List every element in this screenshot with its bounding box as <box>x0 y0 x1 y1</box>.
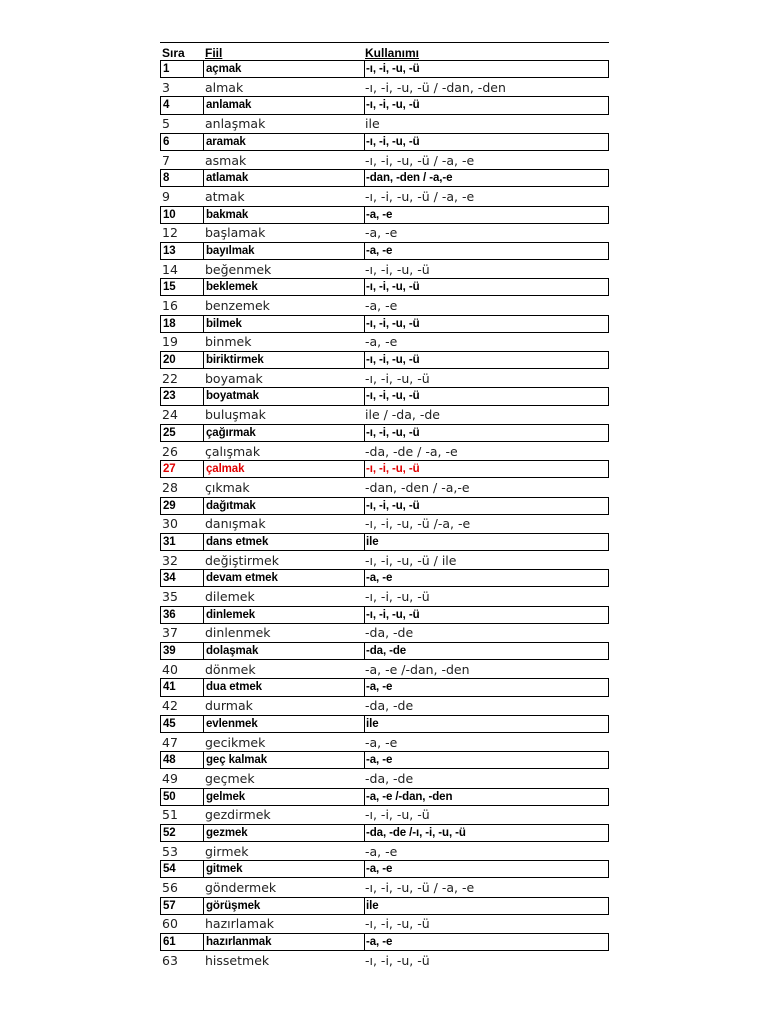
verb-cell: geç kalmak <box>203 752 361 768</box>
verb-cell: dağıtmak <box>203 498 361 514</box>
usage-cell: -ı, -i, -u, -ü / ile <box>365 552 457 568</box>
row-number: 3 <box>162 79 170 95</box>
row-number: 54 <box>163 863 176 876</box>
table-row <box>160 351 609 369</box>
usage-cell: -a, -e <box>364 934 606 950</box>
row-number: 41 <box>163 681 176 694</box>
row-number: 29 <box>163 499 176 512</box>
verb-cell: binmek <box>205 334 252 350</box>
table-row <box>160 406 609 424</box>
row-number: 32 <box>162 552 178 568</box>
usage-cell: -a, -e <box>364 752 606 768</box>
table-row <box>160 806 609 824</box>
row-number: 25 <box>163 426 176 439</box>
column-header-fiil: Fiil <box>205 46 223 60</box>
row-number: 8 <box>163 172 170 185</box>
verb-cell: gecikmek <box>205 734 266 750</box>
table-row <box>160 151 609 169</box>
header-rule <box>160 42 609 43</box>
verb-cell: açmak <box>203 61 361 77</box>
verb-cell: dönmek <box>205 661 256 677</box>
usage-cell: -a, -e <box>364 243 606 259</box>
verb-cell: bilmek <box>203 316 361 332</box>
verb-cell: anlamak <box>203 97 361 113</box>
row-number: 42 <box>162 698 178 714</box>
table-row <box>160 115 609 133</box>
verb-cell: danışmak <box>205 516 266 532</box>
table-row <box>160 369 609 387</box>
verb-cell: dolaşmak <box>203 643 361 659</box>
verb-cell: buluşmak <box>205 407 266 423</box>
row-number: 13 <box>163 244 176 257</box>
usage-cell: -a, -e <box>365 225 398 241</box>
usage-cell: -ı, -i, -u, -ü <box>364 61 606 77</box>
usage-cell: -ı, -i, -u, -ü <box>364 388 606 404</box>
row-number: 4 <box>163 99 170 112</box>
table-row <box>160 897 609 915</box>
usage-cell: -a, -e <box>364 861 606 877</box>
verb-cell: dua etmek <box>203 679 361 695</box>
table-row <box>160 133 609 151</box>
row-number: 60 <box>162 916 178 932</box>
row-number: 63 <box>162 952 178 968</box>
usage-cell: -ı, -i, -u, -ü <box>365 370 430 386</box>
table-row <box>160 78 609 96</box>
usage-cell: -da, -de <box>365 770 414 786</box>
usage-cell: ile <box>364 898 606 914</box>
row-number: 37 <box>162 625 178 641</box>
row-number: 10 <box>163 208 176 221</box>
table-row <box>160 606 609 624</box>
usage-cell: -dan, -den / -a,-e <box>365 479 470 495</box>
column-header-sira: Sıra <box>162 46 185 60</box>
row-number: 52 <box>163 826 176 839</box>
verb-cell: bayılmak <box>203 243 361 259</box>
row-number: 56 <box>162 880 178 896</box>
table-row <box>160 587 609 605</box>
usage-cell: -da, -de / -a, -e <box>365 443 458 459</box>
verb-cell: hazırlamak <box>205 916 274 932</box>
usage-cell: -dan, -den / -a,-e <box>364 170 606 186</box>
row-number: 40 <box>162 661 178 677</box>
verb-cell: gezdirmek <box>205 807 271 823</box>
table-row <box>160 387 609 405</box>
row-number: 31 <box>163 535 176 548</box>
row-number: 12 <box>162 225 178 241</box>
usage-cell: -ı, -i, -u, -ü <box>364 607 606 623</box>
table-row <box>160 460 609 478</box>
table-row <box>160 533 609 551</box>
usage-cell: -ı, -i, -u, -ü <box>364 316 606 332</box>
table-row <box>160 642 609 660</box>
row-number: 16 <box>162 298 178 314</box>
row-number: 49 <box>162 770 178 786</box>
verb-cell: gezmek <box>203 825 361 841</box>
verb-cell: asmak <box>205 152 247 168</box>
verb-cell: anlaşmak <box>205 116 266 132</box>
table-row <box>160 497 609 515</box>
table-row <box>160 878 609 896</box>
table-row <box>160 751 609 769</box>
row-number: 19 <box>162 334 178 350</box>
verb-cell: çıkmak <box>205 479 250 495</box>
verb-cell: değiştirmek <box>205 552 279 568</box>
table-row <box>160 788 609 806</box>
verb-cell: gitmek <box>203 861 361 877</box>
usage-cell: -da, -de <box>364 643 606 659</box>
usage-cell: -ı, -i, -u, -ü <box>365 589 430 605</box>
usage-cell: ile / -da, -de <box>365 407 440 423</box>
table-row <box>160 624 609 642</box>
table-row <box>160 933 609 951</box>
row-number: 9 <box>162 188 170 204</box>
table-row <box>160 242 609 260</box>
verb-cell: hissetmek <box>205 952 270 968</box>
row-number: 53 <box>162 843 178 859</box>
row-number: 5 <box>162 116 170 132</box>
table-row <box>160 260 609 278</box>
verb-cell: durmak <box>205 698 253 714</box>
table-row <box>160 660 609 678</box>
usage-cell: -ı, -i, -u, -ü <box>365 916 430 932</box>
row-number: 18 <box>163 317 176 330</box>
usage-cell: -ı, -i, -u, -ü <box>365 952 430 968</box>
table-row <box>160 296 609 314</box>
usage-cell: -ı, -i, -u, -ü <box>364 279 606 295</box>
verb-cell: gelmek <box>203 789 361 805</box>
table-row <box>160 678 609 696</box>
row-number: 50 <box>163 790 176 803</box>
usage-cell: -ı, -i, -u, -ü <box>364 498 606 514</box>
usage-cell: -da, -de <box>365 625 414 641</box>
verb-cell: dinlemek <box>203 607 361 623</box>
row-number: 61 <box>163 936 176 949</box>
verb-cell: devam etmek <box>203 570 361 586</box>
verb-cell: başlamak <box>205 225 266 241</box>
usage-cell: -ı, -i, -u, -ü <box>364 97 606 113</box>
usage-cell: -a, -e /-dan, -den <box>365 661 470 677</box>
usage-cell: -ı, -i, -u, -ü /-a, -e <box>365 516 471 532</box>
verb-cell: aramak <box>203 134 361 150</box>
verb-cell: almak <box>205 79 244 95</box>
table-row <box>160 60 609 78</box>
table-row <box>160 569 609 587</box>
usage-cell: -a, -e <box>365 334 398 350</box>
usage-cell: -ı, -i, -u, -ü <box>364 461 606 477</box>
table-row <box>160 769 609 787</box>
verb-cell: atmak <box>205 188 245 204</box>
verb-cell: beklemek <box>203 279 361 295</box>
table-row <box>160 96 609 114</box>
verb-cell: biriktirmek <box>203 352 361 368</box>
usage-cell: -a, -e <box>364 207 606 223</box>
row-number: 15 <box>163 281 176 294</box>
column-header-kullanim: Kullanımı <box>365 46 420 60</box>
row-number: 36 <box>163 608 176 621</box>
usage-cell: -a, -e /-dan, -den <box>364 789 606 805</box>
verb-cell: boyatmak <box>203 388 361 404</box>
usage-cell: -ı, -i, -u, -ü <box>365 261 430 277</box>
row-number: 30 <box>162 516 178 532</box>
verb-cell: atlamak <box>203 170 361 186</box>
row-number: 26 <box>162 443 178 459</box>
row-number: 23 <box>163 390 176 403</box>
usage-cell: -a, -e <box>365 734 398 750</box>
usage-cell: -ı, -i, -u, -ü / -a, -e <box>365 880 475 896</box>
verb-cell: girmek <box>205 843 249 859</box>
table-body <box>160 60 609 969</box>
usage-cell: ile <box>365 116 380 132</box>
usage-cell: -ı, -i, -u, -ü <box>364 425 606 441</box>
usage-cell: ile <box>364 534 606 550</box>
table-row <box>160 515 609 533</box>
verb-cell: hazırlanmak <box>203 934 361 950</box>
table-row <box>160 842 609 860</box>
usage-cell: -ı, -i, -u, -ü / -a, -e <box>365 188 475 204</box>
usage-cell: -ı, -i, -u, -ü / -dan, -den <box>365 79 506 95</box>
row-number: 48 <box>163 754 176 767</box>
verb-cell: beğenmek <box>205 261 272 277</box>
row-number: 6 <box>163 135 170 148</box>
table-row <box>160 206 609 224</box>
verb-cell: çalmak <box>203 461 361 477</box>
verb-cell: benzemek <box>205 298 270 314</box>
row-number: 20 <box>163 354 176 367</box>
table-row <box>160 951 609 969</box>
verb-cell: çalışmak <box>205 443 261 459</box>
verb-cell: bakmak <box>203 207 361 223</box>
table-row <box>160 424 609 442</box>
usage-cell: -ı, -i, -u, -ü <box>365 807 430 823</box>
table-row <box>160 315 609 333</box>
table-row <box>160 278 609 296</box>
row-number: 22 <box>162 370 178 386</box>
table-row <box>160 733 609 751</box>
verb-cell: evlenmek <box>203 716 361 732</box>
row-number: 57 <box>163 899 176 912</box>
usage-cell: ile <box>364 716 606 732</box>
verb-cell: boyamak <box>205 370 263 386</box>
verb-cell: görüşmek <box>203 898 361 914</box>
table-row <box>160 224 609 242</box>
usage-cell: -a, -e <box>365 843 398 859</box>
row-number: 14 <box>162 261 178 277</box>
usage-cell: -ı, -i, -u, -ü <box>364 352 606 368</box>
table-row <box>160 333 609 351</box>
row-number: 7 <box>162 152 170 168</box>
verb-cell: dans etmek <box>203 534 361 550</box>
usage-cell: -ı, -i, -u, -ü / -a, -e <box>365 152 475 168</box>
table-row <box>160 187 609 205</box>
row-number: 39 <box>163 645 176 658</box>
table-row <box>160 478 609 496</box>
row-number: 45 <box>163 717 176 730</box>
row-number: 28 <box>162 479 178 495</box>
usage-cell: -a, -e <box>364 679 606 695</box>
table-row <box>160 824 609 842</box>
row-number: 24 <box>162 407 178 423</box>
usage-cell: -da, -de /-ı, -i, -u, -ü <box>364 825 606 841</box>
usage-cell: -ı, -i, -u, -ü <box>364 134 606 150</box>
table-row <box>160 915 609 933</box>
table-row <box>160 169 609 187</box>
usage-cell: -da, -de <box>365 698 414 714</box>
row-number: 47 <box>162 734 178 750</box>
verb-cell: dilemek <box>205 589 255 605</box>
row-number: 1 <box>163 63 170 76</box>
verb-cell: göndermek <box>205 880 277 896</box>
usage-cell: -a, -e <box>365 298 398 314</box>
row-number: 27 <box>163 463 176 476</box>
verb-cell: dinlenmek <box>205 625 271 641</box>
verb-cell: çağırmak <box>203 425 361 441</box>
row-number: 34 <box>163 572 176 585</box>
table-row <box>160 551 609 569</box>
row-number: 51 <box>162 807 178 823</box>
verb-cell: geçmek <box>205 770 255 786</box>
table-row <box>160 715 609 733</box>
table-row <box>160 442 609 460</box>
table-row <box>160 697 609 715</box>
usage-cell: -a, -e <box>364 570 606 586</box>
table-row <box>160 860 609 878</box>
row-number: 35 <box>162 589 178 605</box>
